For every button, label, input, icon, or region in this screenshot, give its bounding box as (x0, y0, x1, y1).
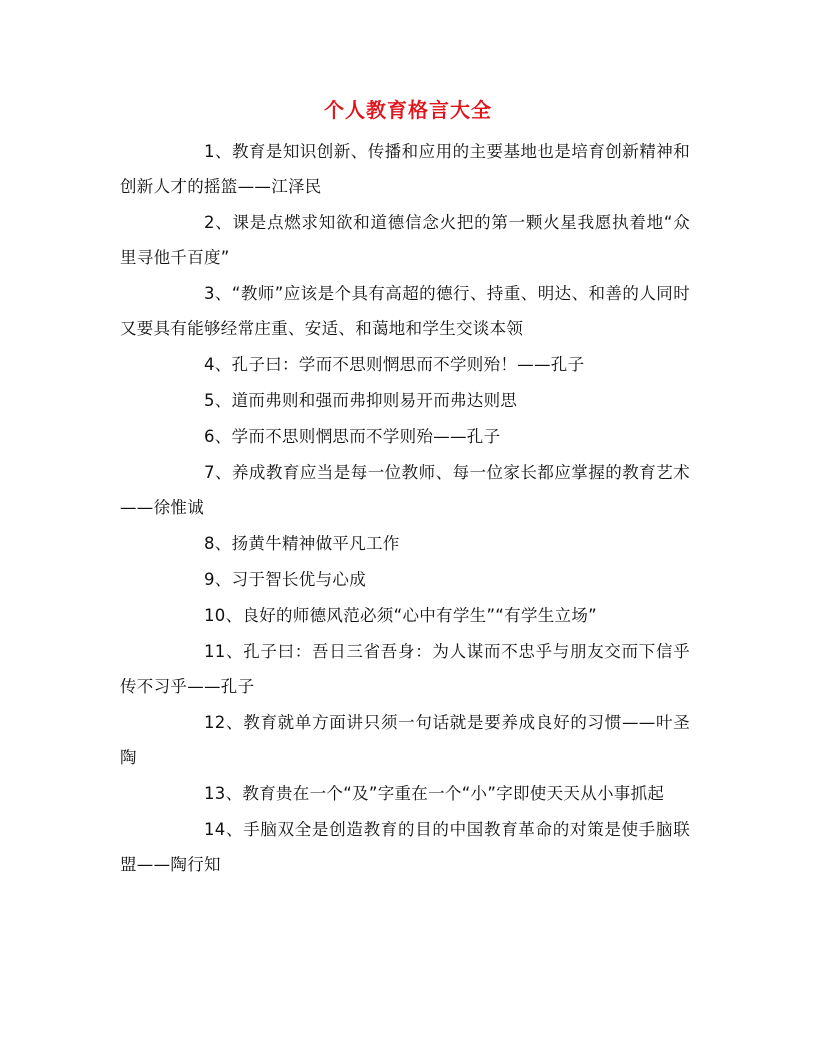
quote-item: 6、学而不思则惘思而不学则殆——孔子 (204, 427, 501, 446)
quote-item: 10、良好的师德风范必须“心中有学生”“有学生立场” (204, 606, 597, 625)
quote-item: 13、教育贵在一个“及”字重在一个“小”字即使天天从小事抓起 (204, 784, 665, 803)
quote-item: 14、手脑双全是创造教育的目的中国教育革命的对策是使手脑联盟——陶行知 (120, 820, 690, 874)
quote-item: 5、道而弗则和强而弗抑则易开而弗达则思 (204, 391, 518, 410)
document-title: 个人教育格言大全 (324, 98, 492, 122)
quote-item: 12、教育就单方面讲只须一句话就是要养成良好的习惯——叶圣陶 (120, 713, 690, 767)
quote-item: 9、习于智长优与心成 (204, 570, 366, 589)
quote-item: 2、课是点燃求知欲和道德信念火把的第一颗火星我愿执着地“众里寻他千百度” (120, 213, 690, 267)
quote-item: 11、孔子曰：吾日三省吾身：为人谋而不忠乎与朋友交而下信乎传不习乎——孔子 (120, 642, 690, 696)
quote-item: 3、“教师”应该是个具有高超的德行、持重、明达、和善的人同时又要具有能够经常庄重、安适、和蔼地和学生交谈本领 (120, 284, 690, 338)
document-body (120, 134, 690, 883)
quote-item: 4、孔子曰：学而不思则惘思而不学则殆！——孔子 (204, 355, 585, 374)
quote-item: 8、扬黄牛精神做平凡工作 (204, 534, 400, 553)
quote-item: 1、教育是知识创新、传播和应用的主要基地也是培育创新精神和创新人才的摇篮——江泽民 (120, 142, 690, 196)
quote-item: 7、养成教育应当是每一位教师、每一位家长都应掌握的教育艺术——徐惟诚 (120, 463, 690, 517)
